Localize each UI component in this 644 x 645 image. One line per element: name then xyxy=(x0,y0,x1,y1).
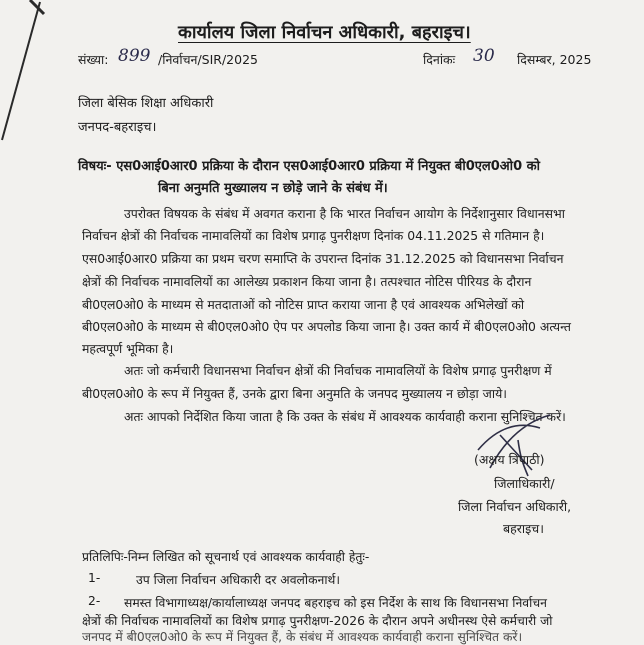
signatory-designation-2: जिला निर्वाचन अधिकारी, xyxy=(458,499,572,514)
signatory-designation-1: जिलाधिकारी/ xyxy=(494,476,555,491)
signatory-place: बहराइच। xyxy=(503,521,544,536)
body-line: बी0एल0ओ0 के माध्यम से बी0एल0ओ0 ऐप पर अपलोड किया जाना है। उक्त कार्य में बी0एल0ओ0 अत्यन्त xyxy=(82,319,571,334)
body-line: अतः आपको निर्देशित किया जाता है कि उक्त के संबंध में आवश्यक कार्यवाही कराना सुनिश्चित करें। xyxy=(124,409,566,424)
signatory-name: (अक्षय त्रिपाठी) xyxy=(474,452,545,467)
date-label: दिनांकः xyxy=(423,52,456,67)
subject-line-2: बिना अनुमति मुख्यालय न छोड़े जाने के संबंध में। xyxy=(158,181,388,196)
copy-item-2-number: 2- xyxy=(88,594,101,608)
copy-heading: प्रतिलिपिः-निम्न लिखित को सूचनार्थ एवं आवश्यक कार्यवाही हेतुः- xyxy=(82,550,370,564)
date-month-year: दिसम्बर, 2025 xyxy=(517,52,592,67)
recipient-line-2: जनपद-बहराइच। xyxy=(78,120,157,135)
reference-code: /निर्वाचन/SIR/2025 xyxy=(158,52,258,67)
body-line: निर्वाचन क्षेत्रों की निर्वाचक नामावलियों का विशेष प्रगाढ़ पुनरीक्षण दिनांक 04.11.2025 से गतिमान है। xyxy=(82,228,545,243)
office-title: कार्यालय जिला निर्वाचन अधिकारी, बहराइच। xyxy=(178,22,471,43)
copy-item-1-text: उप जिला निर्वाचन अधिकारी दर अवलोकनार्थ। xyxy=(136,573,341,587)
copy-item-2-cut-line: जनपद में बी0एल0ओ0 के रूप में नियुक्त हैं, के संबंध में आवश्यक कार्यवाही कराना सुनिश्चित करें। xyxy=(82,630,523,644)
body-line: अतः जो कर्मचारी विधानसभा निर्वाचन क्षेत्रों की निर्वाचक नामावलियों के विशेष प्रगाढ़ पुनरीक्षण में xyxy=(124,363,552,378)
reference-label: संख्या: xyxy=(78,52,109,67)
date-day: 30 xyxy=(473,46,495,66)
subject-line-1: विषयः- एस0आई0आर0 प्रक्रिया के दौरान एस0आई0आर0 प्रक्रिया में नियुक्त बी0एल0ओ0 को xyxy=(78,159,541,174)
reference-number: 899 xyxy=(118,46,151,66)
body-line: महत्वपूर्ण भूमिका है। xyxy=(82,341,174,356)
recipient-line-1: जिला बेसिक शिक्षा अधिकारी xyxy=(78,96,214,111)
corner-pen-stroke xyxy=(0,0,48,150)
body-line: क्षेत्रों की निर्वाचक नामावलियों का आलेख्य प्रकाशन किया जाना है। तत्पश्चात नोटिस पीरियड के दौरान xyxy=(82,274,532,289)
body-line: बी0एल0ओ0 के रूप में नियुक्त हैं, उनके द्वारा बिना अनुमति के जनपद मुख्यालय न छोड़ा जाये। xyxy=(82,386,507,401)
body-line: उपरोक्त विषयक के संबंध में अवगत कराना है कि भारत निर्वाचन आयोग के निर्देशानुसार विधानसभा xyxy=(124,206,565,221)
copy-item-2-continuation: क्षेत्रों की निर्वाचक नामावलियों का विशेष प्रगाढ़ पुनरीक्षण-2026 के दौरान अपने अधीनस्थ ऐसे कर्मचारी जो xyxy=(82,614,553,628)
copy-item-2-text: समस्त विभागाध्यक्ष/कार्यालाध्यक्ष जनपद बहराइच को इस निर्देश के साथ कि विधानसभा निर्वाचन xyxy=(124,596,547,610)
body-line: एस0आई0आर0 प्रक्रिया का प्रथम चरण समाप्ति के उपरान्त दिनांक 31.12.2025 को विधानसभा निर्वाचन xyxy=(82,251,564,266)
copy-item-1-number: 1- xyxy=(88,571,101,585)
handwritten-signature xyxy=(470,410,560,480)
body-line: बी0एल0ओ0 के माध्यम से मतदाताओं को नोटिस प्राप्त कराया जाना है एवं आवश्यक अभिलेखों को xyxy=(82,297,525,312)
